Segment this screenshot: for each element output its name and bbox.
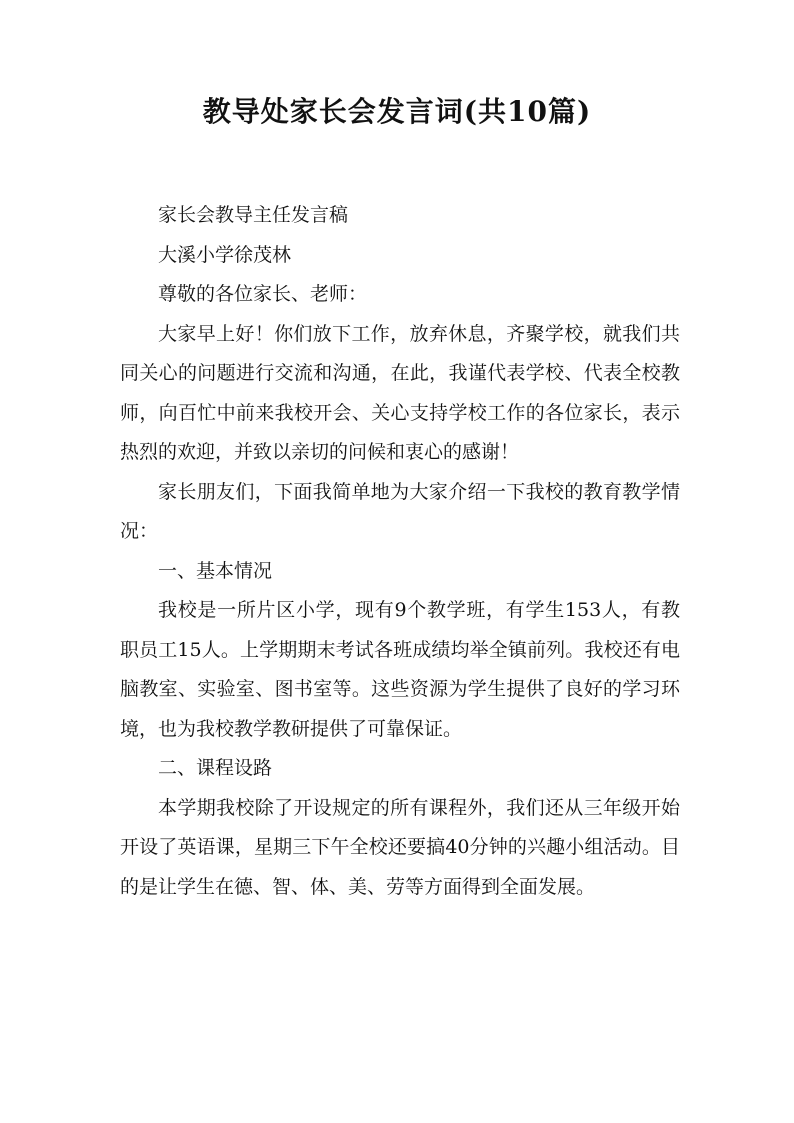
body-paragraph: 我校是一所片区小学，现有9个教学班，有学生153人，有教职员工15人。上学期期末考试各班成绩均举全镇前列。我校还有电脑教室、实验室、图书室等。这些资源为学生提供了良好的学习环境，也为我校教学教研提供了可靠保证。 bbox=[120, 599, 680, 740]
section-heading: 一、基本情况 bbox=[158, 559, 273, 582]
document-title: 教导处家长会发言词(共10篇) bbox=[202, 95, 592, 128]
body-paragraph: 大家早上好！你们放下工作，放弃休息，齐聚学校，就我们共同关心的问题进行交流和沟通，在此，我谨代表学校、代表全校教师，向百忙中前来我校开会、关心支持学校工作的各位家长，表示热烈的欢迎，并致以亲切的问候和衷心的感谢！ bbox=[120, 322, 680, 463]
speech-heading: 家长会教导主任发言稿 bbox=[158, 204, 349, 226]
body-paragraph: 本学期我校除了开设规定的所有课程外，我们还从三年级开始开设了英语课，星期三下午全校还要搞40分钟的兴趣小组活动。目的是让学生在德、智、体、美、劳等方面得到全面发展。 bbox=[120, 796, 680, 898]
salutation: 尊敬的各位家长、老师： bbox=[158, 283, 368, 305]
body-paragraph: 家长朋友们，下面我简单地为大家介绍一下我校的教育教学情况： bbox=[120, 480, 680, 542]
section-heading: 二、课程设路 bbox=[158, 757, 273, 779]
document-body bbox=[120, 196, 680, 907]
speaker-line: 大溪小学徐茂林 bbox=[158, 243, 292, 266]
